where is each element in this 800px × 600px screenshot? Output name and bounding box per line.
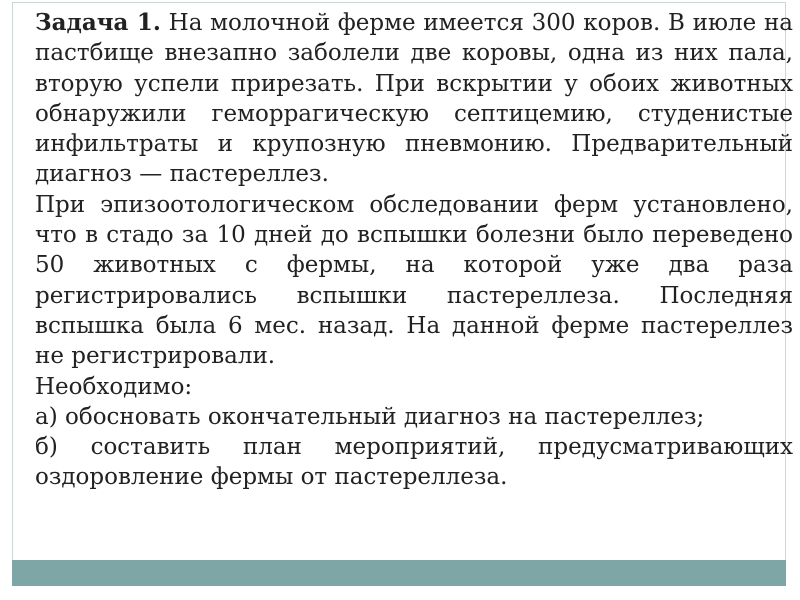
footer-bar xyxy=(12,560,786,586)
requirement-a: а) обосновать окончательный диагноз на пастереллез; xyxy=(35,403,705,430)
required-heading: Необходимо: xyxy=(35,373,193,400)
task-description: На молочной ферме имеется 300 коров. В июле на пастбище внезапно заболели две коровы, одна из них пала, вторую успели прирезать. При вскрытии у обоих животных обнаружили геморрагическую септицемию, студенистые инфильтраты и крупозную пневмонию. Предварительный диагноз — пастереллез. xyxy=(35,10,793,188)
investigation-paragraph: При эпизоотологическом обследовании ферм установлено, что в стадо за 10 дней до вспышки болезни было переведено 50 животных с фермы, на которой уже два раза регистрировались вспышки пастереллеза. Последняя вспышка была 6 мес. назад. На данной ферме пастереллез не регистрировали. xyxy=(35,191,793,370)
requirement-b: б) составить план мероприятий, предусматривающих оздоровление фермы от пастереллеза. xyxy=(35,434,793,491)
task-paragraph xyxy=(35,8,793,190)
task-label: Задача 1. xyxy=(35,9,161,36)
task-text-block xyxy=(35,8,793,493)
